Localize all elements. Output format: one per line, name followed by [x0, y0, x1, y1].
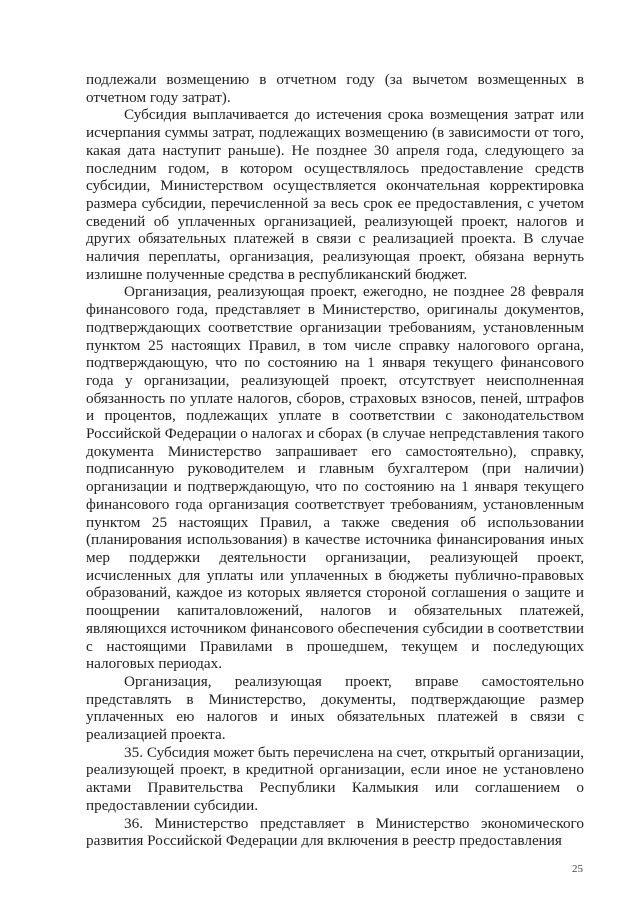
paragraph-subsidy-payment: Субсидия выплачивается до истечения срока возмещения затрат или исчерпания суммы затрат, подлежащих возмещению (в зависимости от того, какая дата наступит раньше). Не позднее 30 апреля года, следующего за последним годом, в котором осуществлялось предоставление средств субсидии, Министерством осуществляется окончательная корректировка размера субсидии, перечисленной за весь срок ее предоставления, с учетом сведений об уплаченных организацией, реализующей проект, налогов и других обязательных платежей в связи с реализацией проекта. В случае наличия переплаты, организация, реализующая проект, обязана вернуть излишне полученные средства в республиканский бюджет.: [86, 106, 584, 283]
paragraph-annual-documents: Организация, реализующая проект, ежегодно, не позднее 28 февраля финансового года, представляет в Министерство, оригиналы документов, подтверждающих соответствие организации требованиям, установленным пунктом 25 настоящих Правил, в том числе справку налогового органа, подтверждающую, что по состоянию на 1 января текущего финансового года у организации, реализующей проект, отсутствует неисполненная обязанность по уплате налогов, сборов, страховых взносов, пеней, штрафов и процентов, подлежащих уплате в соответствии с законодательством Российской Федерации о налогах и сборах (в случае непредставления такого документа Министерство запрашивает его самостоятельно), справку, подписанную руководителем и главным бухгалтером (при наличии) организации и подтверждающую, что по состоянию на 1 января текущего финансового года организация соответствует требованиям, установленным пунктом 25 настоящих Правил, а также сведения об использовании (планирования использования) в качестве источника финансирования иных мер поддержки деятельности организации, реализующей проект, исчисленных для уплаты или уплаченных в бюджеты публично-правовых образований, каждое из которых является стороной соглашения о защите и поощрении капиталовложений, налогов и обязательных платежей, являющихся источником финансового обеспечения субсидии в соответствии с настоящими Правилами в прошедшем, текущем и последующих налоговых периодах.: [86, 283, 584, 673]
page-number: 25: [572, 863, 583, 875]
paragraph-item-35: 35. Субсидия может быть перечислена на счет, открытый организации, реализующей проект, в кредитной организации, если иное не установлено актами Правительства Республики Калмыкия или соглашением о предоставлении субсидии.: [86, 743, 584, 814]
paragraph-voluntary-documents: Организация, реализующая проект, вправе самостоятельно представлять в Министерство, документы, подтверждающие размер уплаченных ею налогов и иных обязательных платежей в связи с реализацией проекта.: [86, 672, 584, 744]
paragraph-item-36: 36. Министерство представляет в Министерство экономического развития Российской Федерации для включения в реестр предоставления: [86, 814, 584, 850]
paragraph-continuation: подлежали возмещению в отчетном году (за вычетом возмещенных в отчетном году затрат).: [86, 71, 584, 106]
